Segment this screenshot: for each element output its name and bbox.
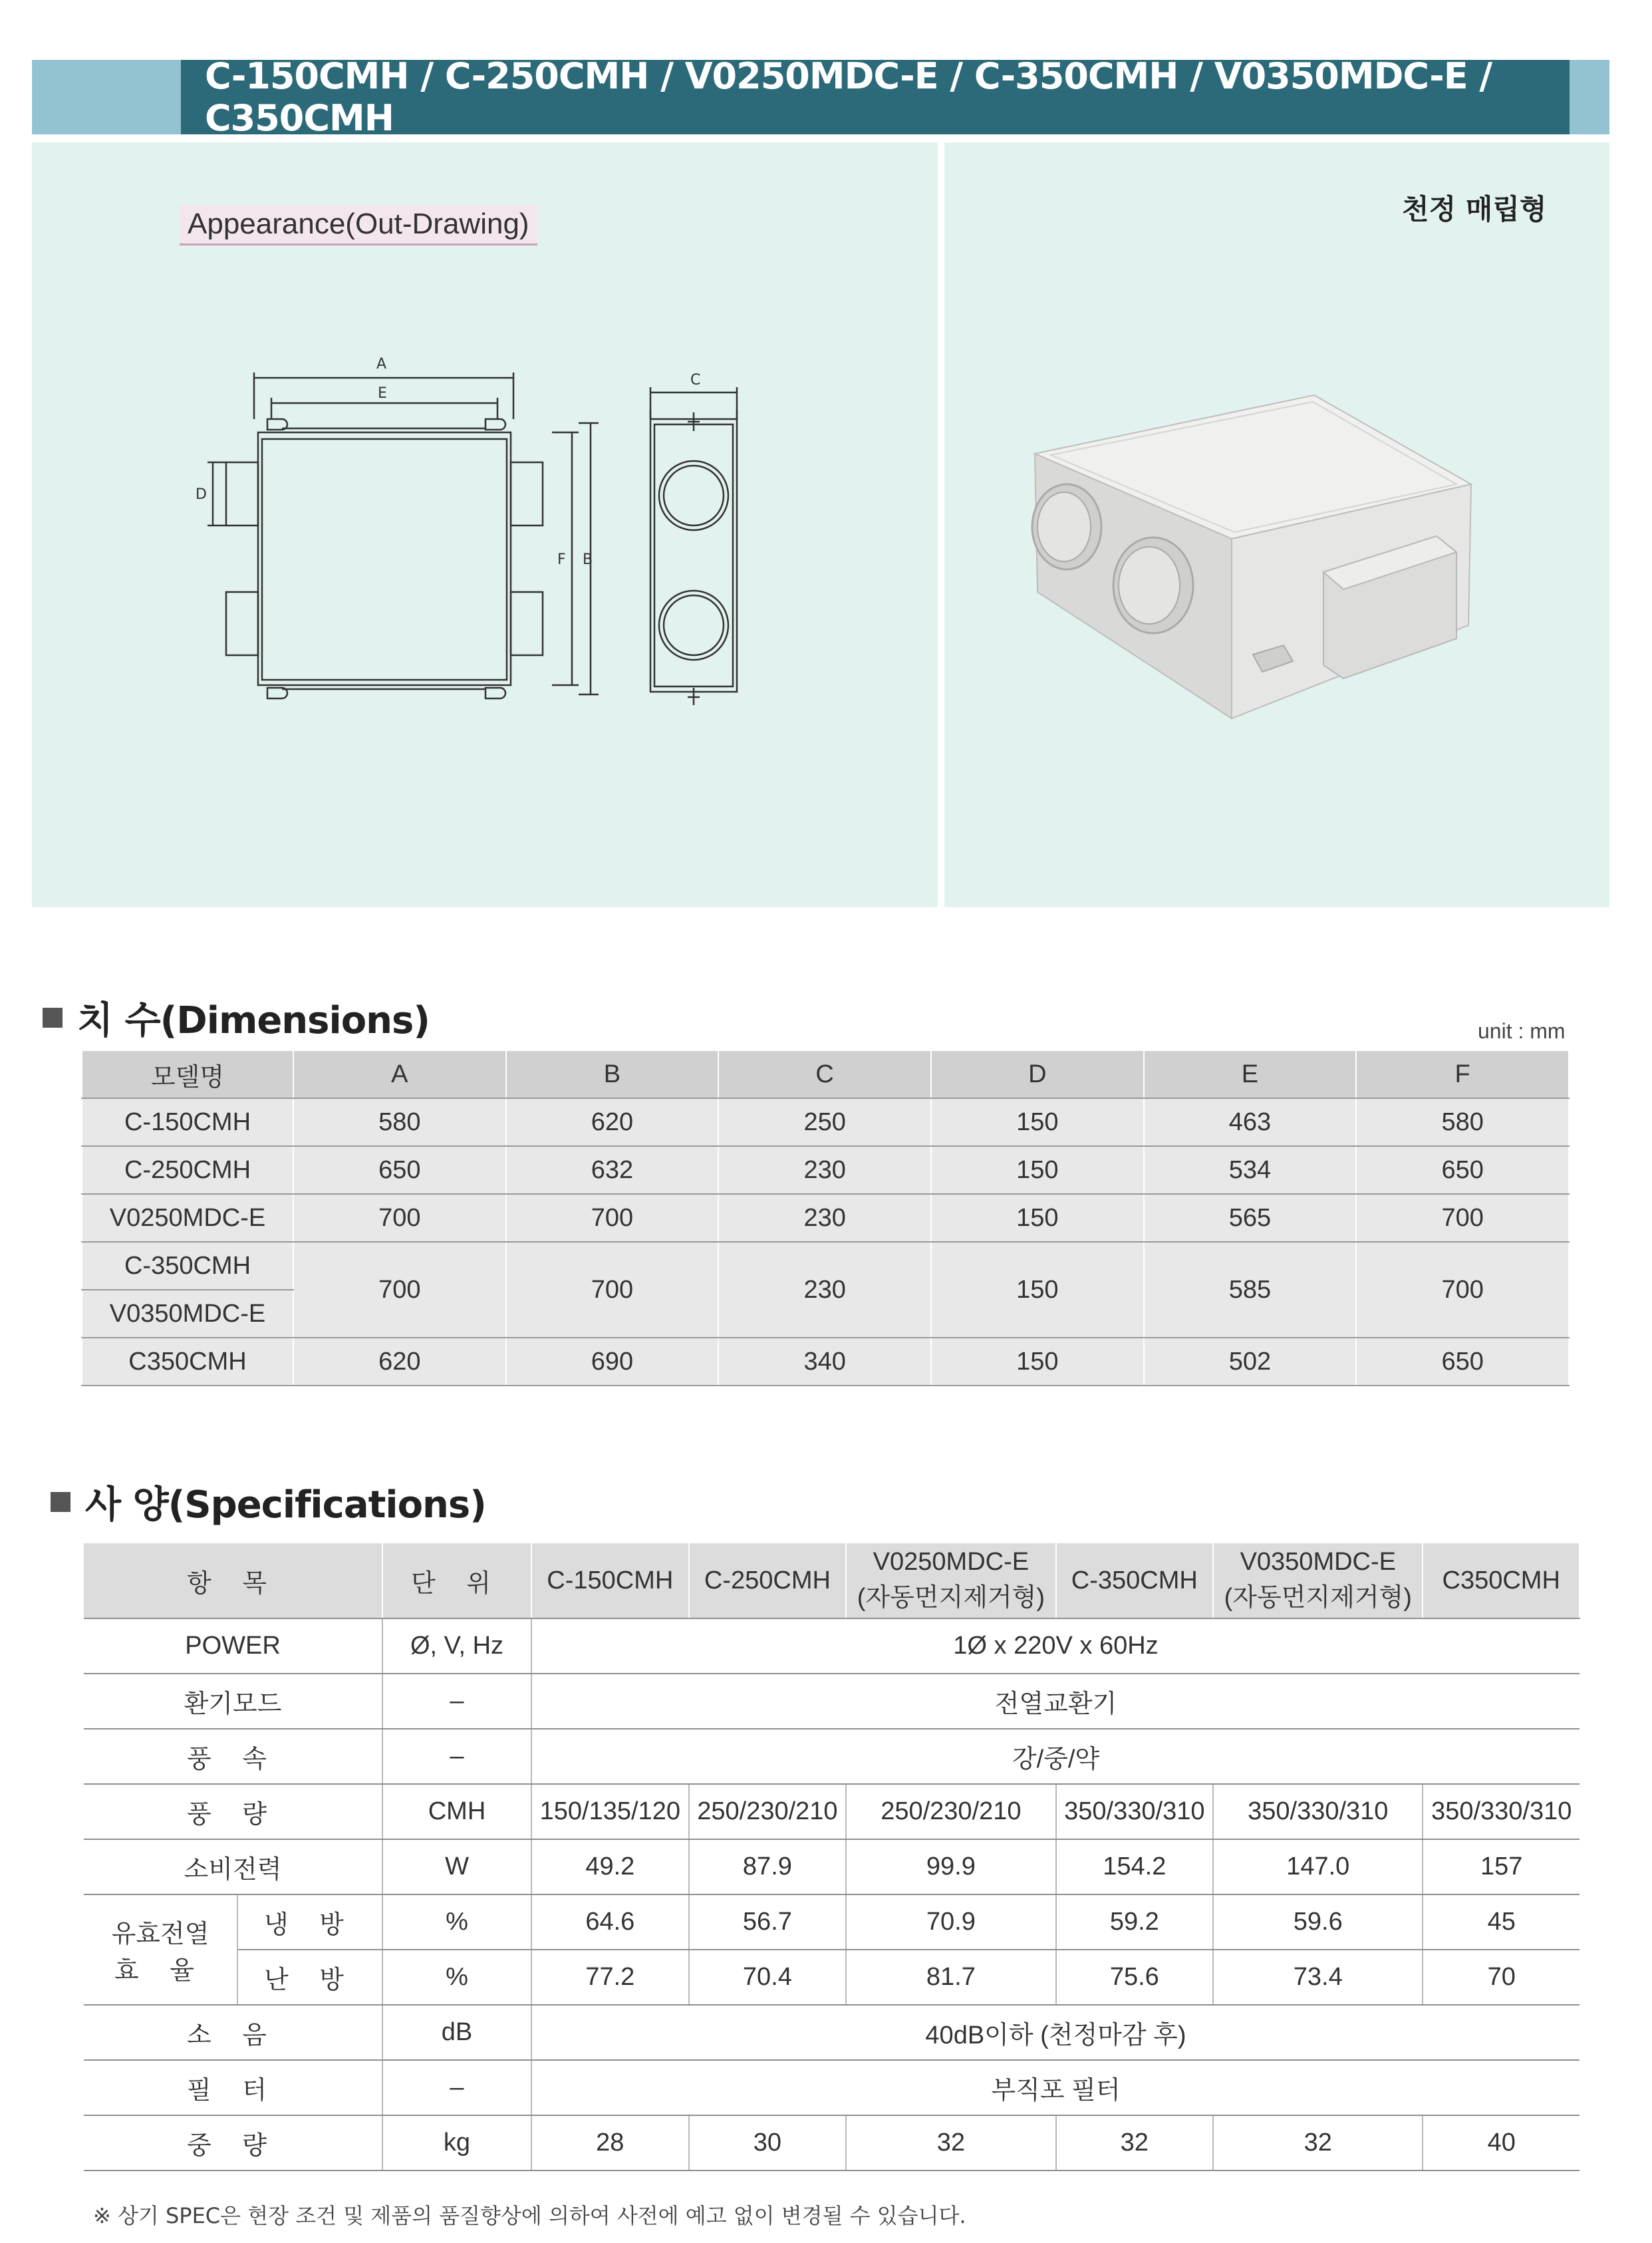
unit-cell: W — [382, 1839, 531, 1894]
drawing-letter-b: B — [583, 551, 593, 568]
model-cell: C-350CMH — [82, 1242, 293, 1290]
value-cell: 650 — [293, 1146, 506, 1194]
value-cell: 250/230/210 — [689, 1784, 847, 1839]
item-label: 필 터 — [187, 2077, 279, 2105]
value-cell: 45 — [1423, 1894, 1580, 1950]
drawing-letter-d: D — [196, 486, 207, 503]
value-cell: 32 — [846, 2115, 1055, 2170]
item-cell — [84, 2005, 382, 2060]
unit-header: 단 위 — [411, 1569, 503, 1598]
header-cell: F — [1356, 1050, 1569, 1098]
value-cell: 150 — [931, 1098, 1144, 1146]
footnote: ※ 상기 SPEC은 현장 조건 및 제품의 품질향상에 의하여 사전에 예고 없이 변경될 수 있습니다. — [93, 2203, 966, 2228]
item-cell — [237, 1894, 382, 1950]
efficiency-group-cell — [84, 1894, 237, 2005]
value-cell: 30 — [689, 2115, 847, 2170]
value-cell: 56.7 — [689, 1894, 847, 1950]
value-cell: 700 — [1356, 1194, 1569, 1242]
table-header-row — [82, 1050, 1569, 1098]
value-cell: 565 — [1144, 1194, 1357, 1242]
value-cell: 150 — [931, 1338, 1144, 1386]
table-row — [84, 1729, 1580, 1784]
value-cell: 650 — [1356, 1146, 1569, 1194]
value-cell: 700 — [1356, 1242, 1569, 1338]
value-cell: 40dB이하 (천정마감 후) — [531, 2005, 1580, 2060]
value-cell: 49.2 — [531, 1839, 689, 1894]
value-cell: 32 — [1056, 2115, 1214, 2170]
item-label: 풍 속 — [187, 1745, 279, 1773]
value-cell: 700 — [506, 1242, 719, 1338]
value-cell: 87.9 — [689, 1839, 847, 1894]
header-cell: E — [1144, 1050, 1357, 1098]
header-cell: 모델명 — [82, 1050, 293, 1098]
drawing-letter-c: C — [690, 372, 701, 388]
value-cell: 250/230/210 — [846, 1784, 1055, 1839]
table-row — [84, 2060, 1580, 2115]
value-cell: 40 — [1423, 2115, 1580, 2170]
value-cell: 340 — [718, 1338, 931, 1386]
model-cell: V0250MDC-E — [82, 1194, 293, 1242]
header-cell — [1423, 1543, 1580, 1618]
model-cell: C-250CMH — [82, 1146, 293, 1194]
unit-cell: – — [382, 1674, 531, 1729]
title-bar — [181, 55, 1570, 139]
value-cell: 59.6 — [1213, 1894, 1423, 1950]
header-cell — [689, 1543, 847, 1618]
value-cell: 81.7 — [846, 1950, 1055, 2005]
value-cell: 700 — [506, 1194, 719, 1242]
efficiency-label-line2: 효 율 — [114, 1957, 206, 1985]
item-cell — [84, 1729, 382, 1784]
value-cell: 77.2 — [531, 1950, 689, 2005]
model-cell: C350CMH — [82, 1338, 293, 1386]
header-cell — [1056, 1543, 1214, 1618]
drawing-letter-a: A — [376, 356, 387, 373]
model-cell: V0350MDC-E — [82, 1290, 293, 1338]
unit-cell: % — [382, 1950, 531, 2005]
value-cell: 585 — [1144, 1242, 1357, 1338]
value-cell: 700 — [293, 1242, 506, 1338]
value-cell: 70 — [1423, 1950, 1580, 2005]
value-cell: 99.9 — [846, 1839, 1055, 1894]
value-cell: 632 — [506, 1146, 719, 1194]
value-cell: 73.4 — [1213, 1950, 1423, 2005]
unit-cell: CMH — [382, 1784, 531, 1839]
unit-cell: – — [382, 1729, 531, 1784]
header-cell: A — [293, 1050, 506, 1098]
item-cell: 환기모드 — [84, 1674, 382, 1729]
dimensions-title: 치 수(Dimensions) — [77, 999, 430, 1042]
unit-cell: kg — [382, 2115, 531, 2170]
value-cell: 230 — [718, 1146, 931, 1194]
page-title: C-150CMH / C-250CMH / V0250MDC-E / C-350CMH / V0350MDC-E / C350CMH — [205, 55, 1492, 139]
appearance-label: Appearance(Out-Drawing) — [180, 205, 537, 245]
item-cell: POWER — [84, 1618, 382, 1674]
drawing-letter-e: E — [378, 385, 387, 402]
model-header: C-350CMH — [1071, 1566, 1198, 1594]
out-drawing — [193, 346, 765, 718]
unit-cell: % — [382, 1894, 531, 1950]
unit-cell: – — [382, 2060, 531, 2115]
header-cell — [84, 1543, 382, 1618]
unit-note: unit : mm — [1478, 1019, 1566, 1043]
header-cell: B — [506, 1050, 719, 1098]
header-cell — [531, 1543, 689, 1618]
table-row — [84, 2115, 1580, 2170]
value-cell: 350/330/310 — [1423, 1784, 1580, 1839]
value-cell: 620 — [506, 1098, 719, 1146]
value-cell: 154.2 — [1056, 1839, 1214, 1894]
item-cell — [237, 1950, 382, 2005]
model-header: C-150CMH — [547, 1566, 674, 1594]
value-cell: 690 — [506, 1338, 719, 1386]
value-cell: 59.2 — [1056, 1894, 1214, 1950]
table-header-row — [84, 1543, 1580, 1618]
item-cell: 소비전력 — [84, 1839, 382, 1894]
value-cell: 75.6 — [1056, 1950, 1214, 2005]
header-cell — [1213, 1543, 1423, 1618]
section-square-icon — [51, 1492, 70, 1512]
unit-cell: dB — [382, 2005, 531, 2060]
section-square-icon — [43, 1008, 63, 1028]
value-cell: 534 — [1144, 1146, 1357, 1194]
header-cell — [382, 1543, 531, 1618]
value-cell: 150 — [931, 1242, 1144, 1338]
value-cell: 강/중/약 — [531, 1729, 1580, 1784]
value-cell: 502 — [1144, 1338, 1357, 1386]
value-cell: 70.9 — [846, 1894, 1055, 1950]
header-cell: D — [931, 1050, 1144, 1098]
value-cell: 28 — [531, 2115, 689, 2170]
table-row — [84, 2005, 1580, 2060]
item-cell — [84, 2115, 382, 2170]
value-cell: 580 — [1356, 1098, 1569, 1146]
value-cell: 250 — [718, 1098, 931, 1146]
header-cell: C — [718, 1050, 931, 1098]
value-cell: 부직포 필터 — [531, 2060, 1580, 2115]
header-cell — [846, 1543, 1055, 1618]
value-cell: 580 — [293, 1098, 506, 1146]
table-row — [84, 1674, 1580, 1729]
item-label: 냉 방 — [264, 1911, 356, 1939]
specifications-title: 사 양(Specifications) — [85, 1483, 486, 1527]
model-cell: C-150CMH — [82, 1098, 293, 1146]
drawing-letter-f: F — [557, 551, 566, 568]
value-cell: 70.4 — [689, 1950, 847, 2005]
value-cell: 157 — [1423, 1839, 1580, 1894]
unit-cell: Ø, V, Hz — [382, 1618, 531, 1674]
model-header: V0350MDC-E — [1240, 1548, 1396, 1576]
installation-type-label: 천정 매립형 — [1402, 193, 1547, 225]
item-label: 소 음 — [187, 2021, 279, 2049]
table-row — [82, 1146, 1569, 1194]
value-cell: 전열교환기 — [531, 1674, 1580, 1729]
table-row — [82, 1338, 1569, 1386]
item-header: 항 목 — [187, 1569, 279, 1598]
item-cell — [84, 2060, 382, 2115]
table-row — [82, 1098, 1569, 1146]
table-row — [84, 1950, 1580, 2005]
efficiency-label-line1: 유효전열 — [111, 1920, 209, 1948]
table-row — [82, 1194, 1569, 1242]
value-cell: 230 — [718, 1242, 931, 1338]
model-header: C-250CMH — [704, 1566, 831, 1594]
value-cell: 147.0 — [1213, 1839, 1423, 1894]
specifications-table — [84, 1543, 1580, 2171]
value-cell: 700 — [293, 1194, 506, 1242]
table-row — [84, 1839, 1580, 1894]
table-row — [84, 1784, 1580, 1839]
value-cell: 150/135/120 — [531, 1784, 689, 1839]
item-cell — [84, 1784, 382, 1839]
model-note: (자동먼지제거형) — [857, 1584, 1045, 1612]
specifications-heading — [51, 1475, 486, 1529]
value-cell: 463 — [1144, 1098, 1357, 1146]
table-row — [84, 1618, 1580, 1674]
value-cell: 150 — [931, 1146, 1144, 1194]
value-cell: 620 — [293, 1338, 506, 1386]
table-row — [84, 1894, 1580, 1950]
item-label: 중 량 — [187, 2132, 279, 2160]
item-label: 난 방 — [264, 1966, 356, 1994]
value-cell: 1Ø x 220V x 60Hz — [531, 1618, 1580, 1674]
table-row — [82, 1242, 1569, 1290]
value-cell: 32 — [1213, 2115, 1423, 2170]
value-cell: 350/330/310 — [1056, 1784, 1214, 1839]
product-image — [998, 373, 1530, 745]
model-header: C350CMH — [1442, 1566, 1560, 1594]
value-cell: 350/330/310 — [1213, 1784, 1423, 1839]
dimensions-heading — [43, 991, 430, 1044]
value-cell: 64.6 — [531, 1894, 689, 1950]
value-cell: 150 — [931, 1194, 1144, 1242]
dimensions-table — [81, 1050, 1570, 1386]
model-header: V0250MDC-E — [873, 1548, 1030, 1576]
item-label: 풍 량 — [187, 1801, 279, 1829]
value-cell: 650 — [1356, 1338, 1569, 1386]
value-cell: 230 — [718, 1194, 931, 1242]
model-note: (자동먼지제거형) — [1224, 1584, 1412, 1612]
